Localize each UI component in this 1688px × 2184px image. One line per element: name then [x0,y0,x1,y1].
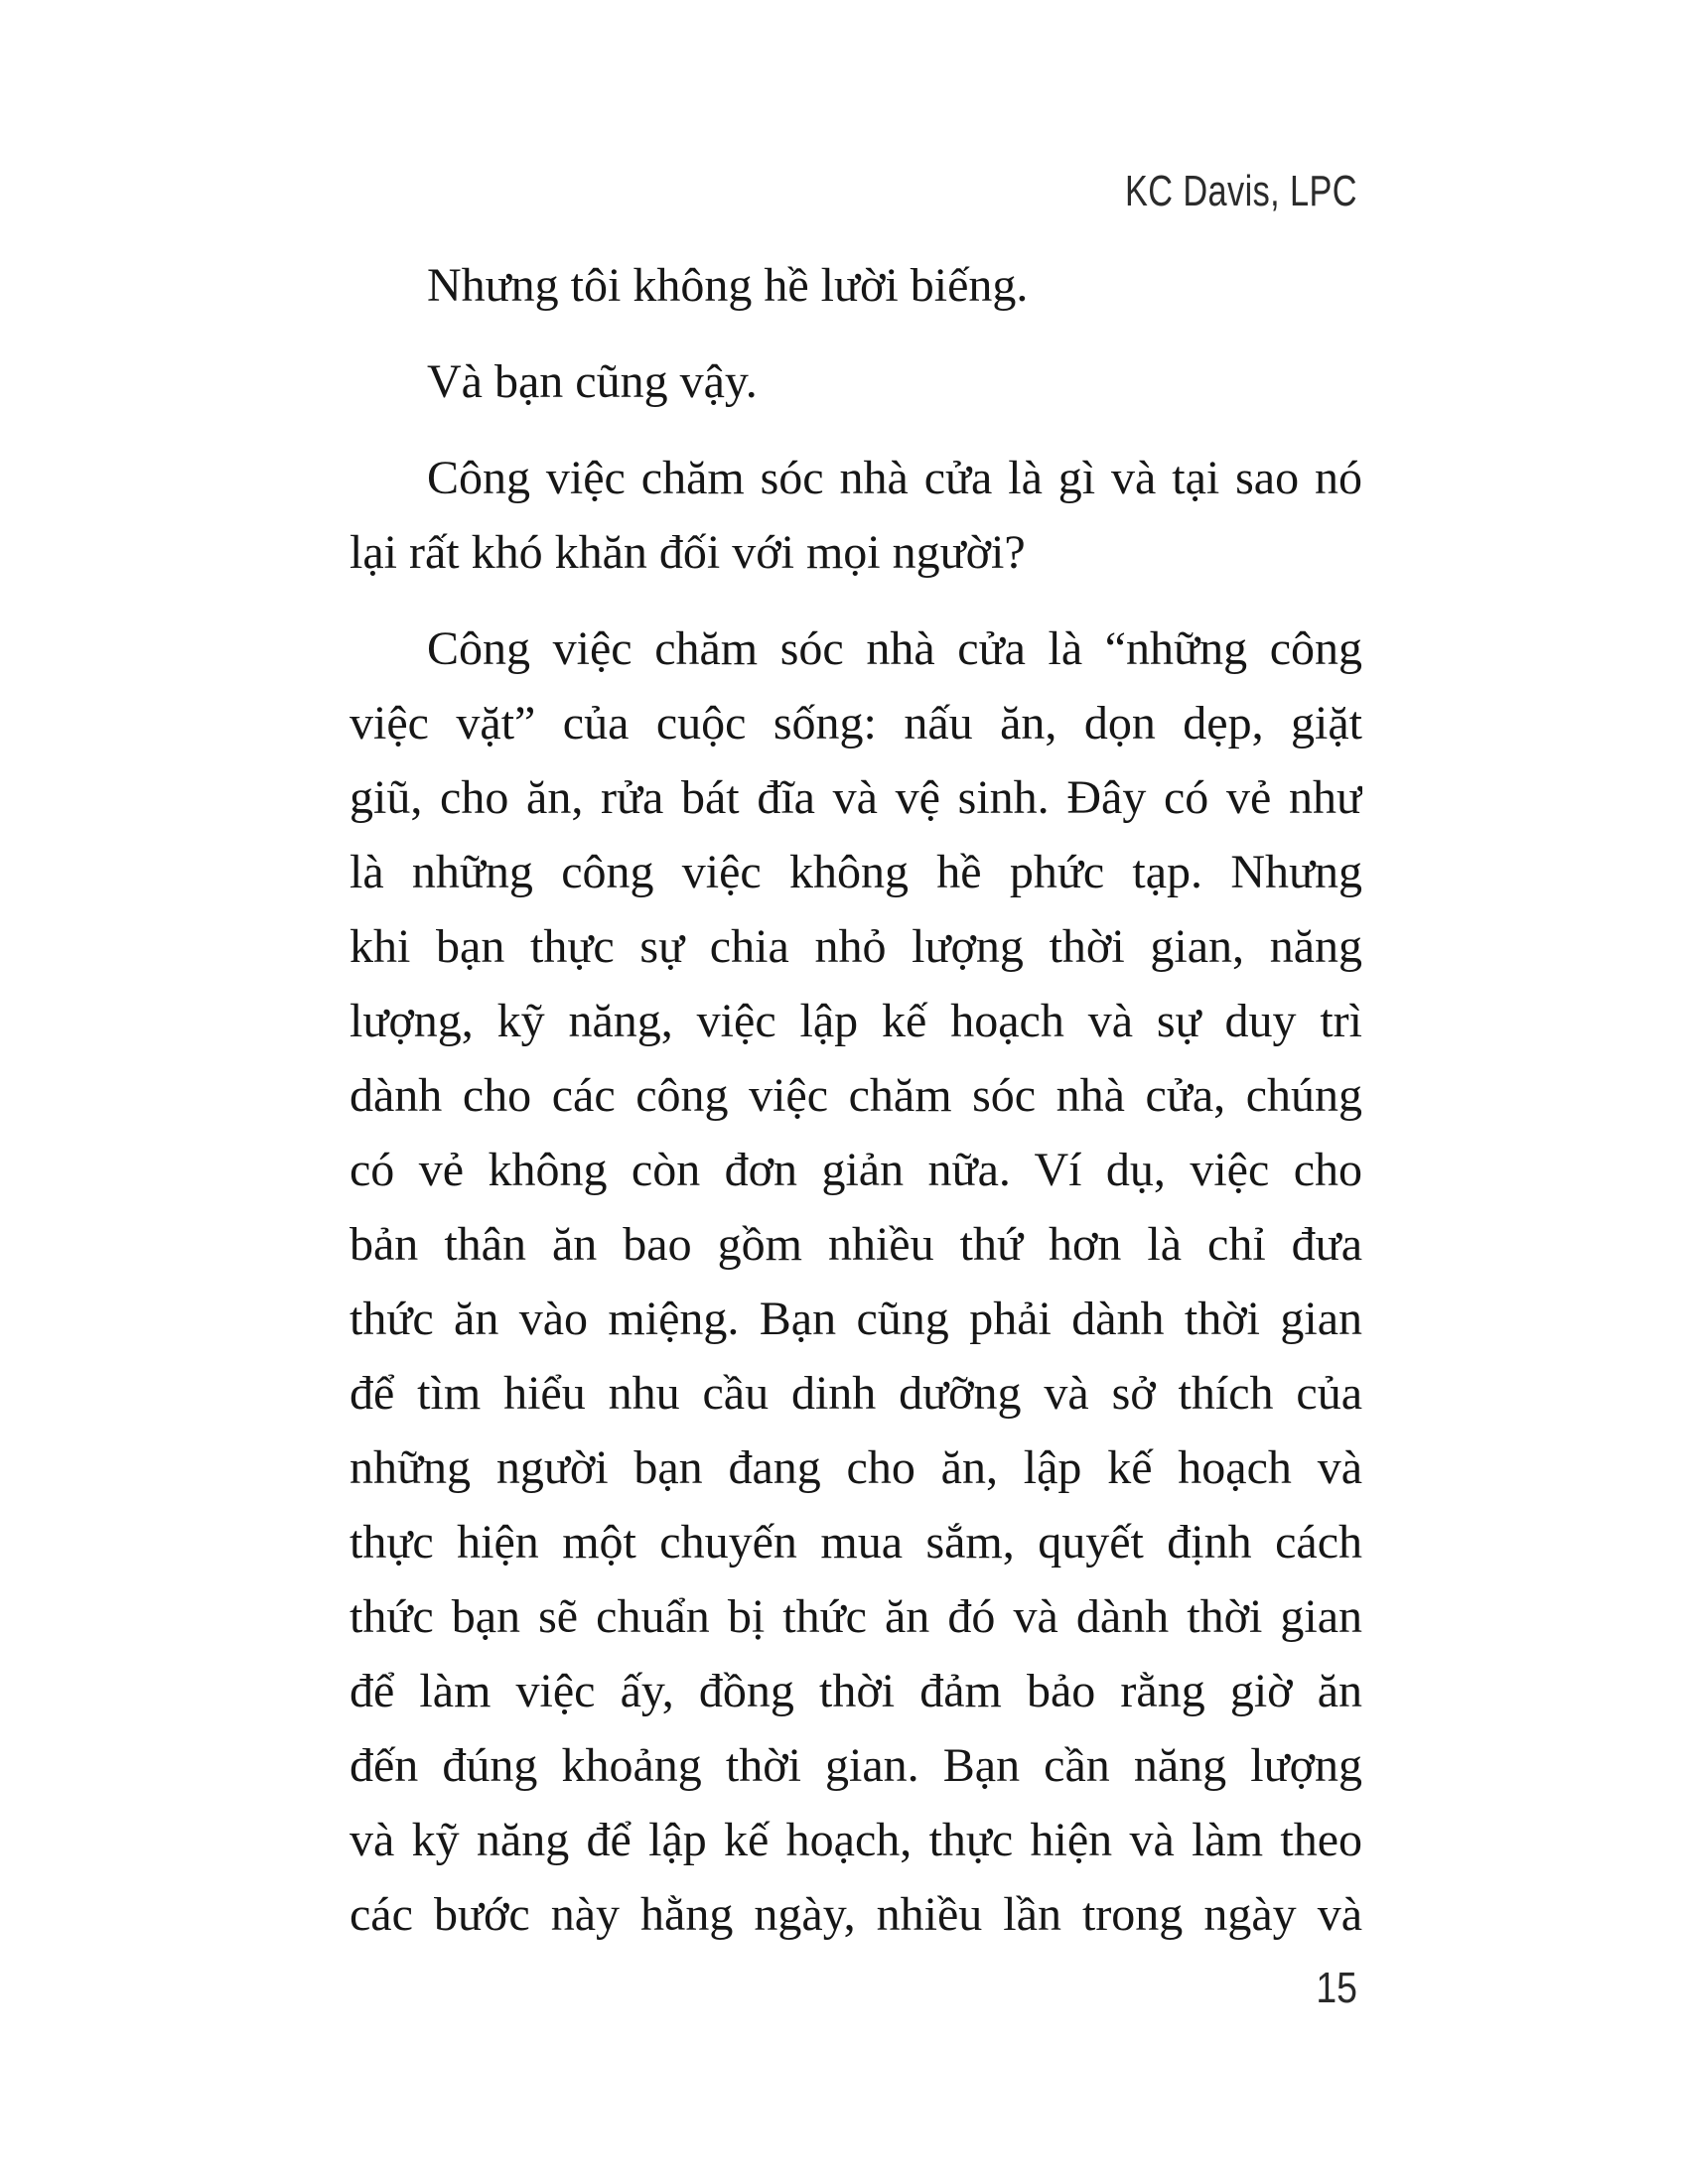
text-line: khi bạn thực sự chia nhỏ lượng thời gian, năng [350,920,1362,973]
text-line: để tìm hiểu nhu cầu dinh dưỡng và sở thích của [350,1367,1362,1420]
text-line: Và bạn cũng vậy. [427,355,758,408]
text-line: và kỹ năng để lập kế hoạch, thực hiện và làm theo [350,1814,1362,1866]
text-line: những người bạn đang cho ăn, lập kế hoạch và [350,1441,1362,1494]
text-line: Nhưng tôi không hề lười biếng. [427,259,1029,312]
text-line: các bước này hằng ngày, nhiều lần trong ngày và [350,1888,1362,1941]
paragraph [350,344,1362,419]
running-header-author: KC Davis, LPC [1125,167,1357,215]
text-line: đến đúng khoảng thời gian. Bạn cần năng lượng [350,1739,1362,1792]
text-line: lại rất khó khăn đối với mọi người? [350,526,1026,579]
text-line: để làm việc ấy, đồng thời đảm bảo rằng giờ ăn [350,1665,1362,1717]
text-line: có vẻ không còn đơn giản nữa. Ví dụ, việc cho [350,1144,1362,1196]
body-text [350,248,1362,1952]
text-line: việc vặt” của cuộc sống: nấu ăn, dọn dẹp, giặt [350,697,1362,750]
paragraph [350,612,1362,1952]
text-line: Công việc chăm sóc nhà cửa là “những công [427,622,1362,675]
text-line: Công việc chăm sóc nhà cửa là gì và tại sao nó [427,452,1362,504]
text-line: thức bạn sẽ chuẩn bị thức ăn đó và dành thời gian [350,1590,1362,1643]
paragraph [350,441,1362,590]
text-line: giũ, cho ăn, rửa bát đĩa và vệ sinh. Đây có vẻ như [350,771,1362,824]
text-line: bản thân ăn bao gồm nhiều thứ hơn là chỉ đưa [350,1218,1362,1271]
text-line: thức ăn vào miệng. Bạn cũng phải dành thời gian [350,1293,1362,1345]
text-line: thực hiện một chuyến mua sắm, quyết định cách [350,1516,1362,1569]
text-line: là những công việc không hề phức tạp. Nhưng [350,846,1362,898]
text-line: dành cho các công việc chăm sóc nhà cửa, chúng [350,1069,1362,1122]
paragraph [350,248,1362,323]
text-line: lượng, kỹ năng, việc lập kế hoạch và sự duy trì [350,995,1362,1047]
page-number: 15 [1316,1964,1357,2012]
